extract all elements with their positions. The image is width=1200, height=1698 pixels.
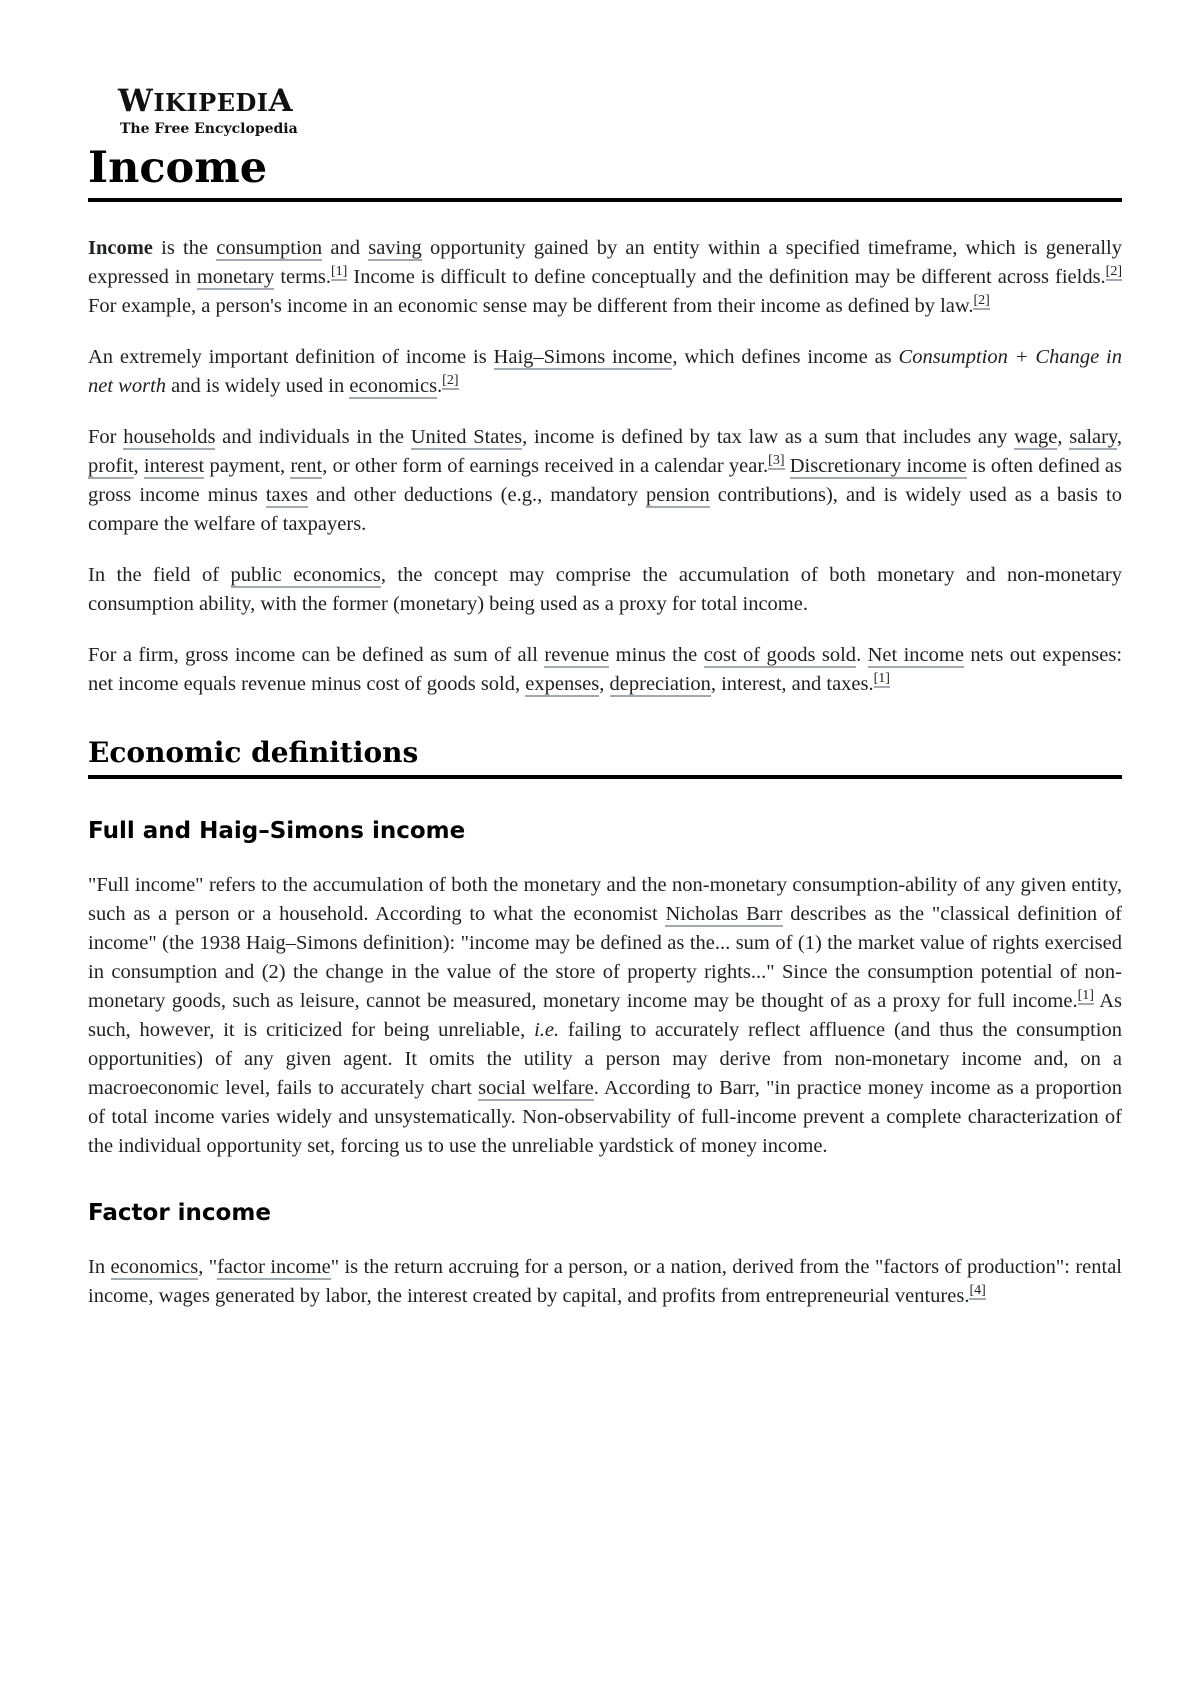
paragraph-intro-4 — [88, 561, 1122, 619]
link-factor-income[interactable]: factor income — [217, 1256, 331, 1278]
citation-ref[interactable]: [1] — [1077, 988, 1094, 1004]
link-expenses[interactable]: expenses — [525, 673, 600, 695]
paragraph-intro-1 — [88, 234, 1122, 321]
text: and is widely used in — [166, 375, 350, 397]
citation-ref[interactable]: [2] — [1105, 264, 1122, 280]
paragraph-intro-3 — [88, 423, 1122, 539]
text: For — [88, 426, 124, 448]
link-taxes[interactable]: taxes — [265, 484, 308, 506]
link-consumption[interactable]: consumption — [216, 237, 323, 259]
text: and other deductions (e.g., mandatory — [307, 484, 646, 506]
text: describes as the "classical definition of income" (the 1938 Haig–Simons definition): "income may be defined as the... sum of (1) the market value of rights exercised in consumption and (2) the change in the value of the store of property rights..." Since the consumption potential of non-monetary goods, such as leisure, cannot be measured, monetary income may be thought of as a proxy for full income. — [88, 903, 1122, 1012]
link-depreciation[interactable]: depreciation — [609, 673, 711, 695]
citation-ref[interactable]: [1] — [331, 264, 348, 280]
text: nets out expenses: net income equals revenue minus cost of goods sold, — [88, 644, 1123, 695]
text: " is the return accruing for a person, or a nation, derived from the "factors of production": rental income, wages generated by labor, the interest created by capital, and profits from entrepreneurial ventures. — [88, 1256, 1123, 1307]
paragraph-full-income — [88, 871, 1122, 1161]
article-body — [88, 234, 1122, 1333]
text: is the — [152, 237, 217, 259]
text — [785, 455, 790, 477]
paragraph-intro-5 — [88, 641, 1122, 699]
text: . — [856, 644, 868, 666]
page-title: Income — [88, 140, 1122, 202]
link-public-economics[interactable]: public economics — [230, 564, 381, 586]
link-households[interactable]: households — [123, 426, 216, 448]
text: "Full income" refers to the accumulation of both the monetary and the non-monetary consumption-ability of any given entity, such as a person or a household. According to what the economist — [88, 874, 1122, 925]
text: , income is defined by tax law as a sum that includes any — [522, 426, 1015, 448]
text: terms. — [274, 266, 331, 288]
link-economics[interactable]: economics — [110, 1256, 199, 1278]
text: Income is difficult to define conceptually and the definition may be different across fields. — [347, 266, 1106, 288]
link-rent[interactable]: rent — [290, 455, 323, 477]
subsection-heading-full-income: Full and Haig–Simons income — [88, 818, 466, 844]
link-social-welfare[interactable]: social welfare — [478, 1077, 594, 1099]
text: As such, however, it is criticized for being unreliable, — [88, 990, 1122, 1041]
italic-ie: i.e. — [534, 1019, 560, 1041]
link-nicholas-barr[interactable]: Nicholas Barr — [665, 903, 783, 925]
text: , the concept may comprise the accumulation of both monetary and non-monetary consumption ability, with the former (monetary) being used as a proxy for total income. — [88, 564, 1123, 615]
link-saving[interactable]: saving — [368, 237, 422, 259]
logo-tagline: The Free Encyclopedia — [120, 121, 298, 137]
logo-wordmark: WIKIPEDIA — [118, 83, 294, 119]
text: , " — [198, 1256, 218, 1278]
text: and individuals in the — [215, 426, 411, 448]
text: opportunity gained by an entity within a specified timeframe, which is generally expressed in — [88, 237, 1123, 288]
link-salary[interactable]: salary — [1069, 426, 1117, 448]
link-interest[interactable]: interest — [143, 455, 205, 477]
link-monetary[interactable]: monetary — [196, 266, 275, 288]
paragraph-intro-2 — [88, 343, 1122, 401]
link-revenue[interactable]: revenue — [544, 644, 610, 666]
text: For a firm, gross income can be defined as sum of all — [88, 644, 545, 666]
text: For example, a person's income in an economic sense may be different from their income as defined by law. — [88, 295, 974, 317]
text: , or other form of earnings received in a calendar year. — [322, 455, 769, 477]
link-united-states[interactable]: United States — [410, 426, 523, 448]
text: , — [1057, 426, 1070, 448]
citation-ref[interactable]: [2] — [973, 293, 990, 309]
text: , — [1116, 426, 1123, 448]
text: and — [322, 237, 369, 259]
citation-ref[interactable]: [1] — [873, 671, 890, 687]
link-pension[interactable]: pension — [645, 484, 710, 506]
text: In — [88, 1256, 111, 1278]
text: , — [599, 673, 610, 695]
link-economics[interactable]: economics — [349, 375, 438, 397]
bold-term: Income — [88, 237, 153, 259]
text: , — [133, 455, 144, 477]
text: , interest, and taxes. — [710, 673, 874, 695]
text: . According to Barr, "in practice money income as a proportion of total income varies widely and unsystematically. Non-observability of full-income prevent a complete characterization of the individual opportunity set, forcing us to use the unreliable yardstick of money income. — [88, 1077, 1122, 1157]
section-heading-economic-definitions: Economic definitions — [88, 733, 1122, 779]
citation-ref[interactable]: [3] — [768, 453, 785, 469]
text: minus the — [609, 644, 704, 666]
text: . — [437, 375, 443, 397]
link-cost-of-goods-sold[interactable]: cost of goods sold — [703, 644, 857, 666]
link-wage[interactable]: wage — [1014, 426, 1058, 448]
link-profit[interactable]: profit — [88, 455, 134, 477]
subsection-heading-factor-income: Factor income — [88, 1200, 271, 1226]
text: payment, — [204, 455, 291, 477]
wikipedia-logo[interactable] — [118, 84, 318, 138]
paragraph-factor-income — [88, 1253, 1122, 1311]
text: contributions), and is widely used as a basis to compare the welfare of taxpayers. — [88, 484, 1122, 535]
link-discretionary-income[interactable]: Discretionary income — [789, 455, 967, 477]
link-haig-simons-income[interactable]: Haig–Simons income — [493, 346, 673, 368]
citation-ref[interactable]: [2] — [442, 373, 459, 389]
text: In the field of — [88, 564, 231, 586]
citation-ref[interactable]: [4] — [969, 1283, 986, 1299]
link-net-income[interactable]: Net income — [867, 644, 964, 666]
text: failing to accurately reflect affluence (and thus the consumption opportunities) of any given agent. It omits the utility a person may derive from non-monetary income and, on a macroeconomic level, fails to accurately chart — [88, 1019, 1122, 1099]
text: is often defined as gross income minus — [88, 455, 1123, 506]
italic-formula: Consumption + Change in net worth — [88, 346, 1122, 397]
text: , which defines income as — [672, 346, 899, 368]
text: An extremely important definition of income is — [88, 346, 494, 368]
